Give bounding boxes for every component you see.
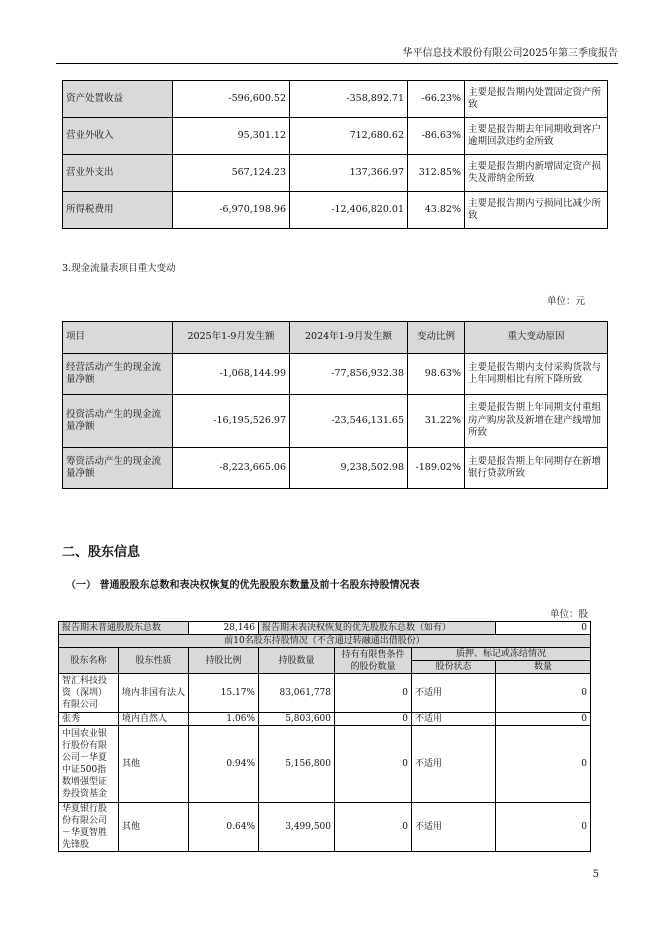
change-ratio: -66.23% xyxy=(408,81,465,118)
pledge-quantity: 0 xyxy=(496,713,591,726)
table-row xyxy=(63,354,608,395)
holding-ratio: 15.17% xyxy=(189,674,259,713)
current-value: 567,124.23 xyxy=(173,155,290,192)
page-number: 5 xyxy=(592,869,599,880)
holding-quantity: 83,061,778 xyxy=(259,674,335,713)
prior-value: 137,366.97 xyxy=(290,155,408,192)
change-reason: 主要是报告期上年同期存在新增银行贷款所致 xyxy=(465,448,608,489)
change-reason: 主要是报告期去年同期收到客户逾期回款违约金所致 xyxy=(465,118,608,155)
table-row xyxy=(63,155,608,192)
page-header: 华平信息技术股份有限公司2025年第三季度报告 xyxy=(402,48,618,59)
shareholder-name: 张秀 xyxy=(59,713,119,726)
current-value: -6,970,198.96 xyxy=(173,192,290,229)
shareholder-unit: 单位：股 xyxy=(550,609,589,620)
restricted-quantity: 0 xyxy=(335,726,412,803)
shareholder-type: 境内自然人 xyxy=(119,713,189,726)
change-reason: 主要是报告期内处置固定资产所致 xyxy=(465,81,608,118)
column-subheader: 股份状态 xyxy=(412,661,496,674)
table-row xyxy=(63,192,608,229)
pledge-quantity: 0 xyxy=(496,726,591,803)
prior-value: -77,856,932.38 xyxy=(290,354,408,395)
prior-value: -23,546,131.65 xyxy=(290,395,408,448)
pledge-status: 不适用 xyxy=(412,726,496,803)
subsection-heading: （一） 普通股股东总数和表决权恢复的优先股股东数量及前十名股东持股情况表 xyxy=(66,580,420,591)
change-reason: 主要是报告期内支付采购货款与上年同期相比有所下降所致 xyxy=(465,354,608,395)
table-row xyxy=(59,674,591,713)
shareholder-name: 中国农业银行股份有限公司－华夏中证500指数增强型证券投资基金 xyxy=(59,726,119,803)
row-label: 投资活动产生的现金流量净额 xyxy=(63,395,173,448)
income-changes-table xyxy=(62,80,608,229)
summary-value: 0 xyxy=(496,622,591,635)
pledge-status: 不适用 xyxy=(412,803,496,852)
summary-value: 28,146 xyxy=(189,622,259,635)
change-ratio: 43.82% xyxy=(408,192,465,229)
prior-value: -358,892.71 xyxy=(290,81,408,118)
pledge-status: 不适用 xyxy=(412,713,496,726)
column-header: 项目 xyxy=(63,322,173,354)
holding-ratio: 0.94% xyxy=(189,726,259,803)
restricted-quantity: 0 xyxy=(335,713,412,726)
column-header: 持有有限售条件的股份数量 xyxy=(335,648,412,674)
holding-ratio: 1.06% xyxy=(189,713,259,726)
pledge-quantity: 0 xyxy=(496,803,591,852)
prior-value: 9,238,502.98 xyxy=(290,448,408,489)
column-header: 2025年1-9月发生额 xyxy=(173,322,290,354)
current-value: -16,195,526.97 xyxy=(173,395,290,448)
shareholder-name: 华夏银行股份有限公司－华夏智胜先锋股 xyxy=(59,803,119,852)
prior-value: -12,406,820.01 xyxy=(290,192,408,229)
table-header-row xyxy=(59,648,591,661)
change-ratio: 98.63% xyxy=(408,354,465,395)
table-row xyxy=(63,81,608,118)
shareholder-type: 境内非国有法人 xyxy=(119,674,189,713)
row-label: 营业外支出 xyxy=(63,155,173,192)
table-row xyxy=(63,448,608,489)
table-row xyxy=(59,803,591,852)
holding-ratio: 0.64% xyxy=(189,803,259,852)
column-header: 股东名称 xyxy=(59,648,119,674)
column-subheader: 数量 xyxy=(496,661,591,674)
change-reason: 主要是报告期内亏损同比减少所致 xyxy=(465,192,608,229)
cashflow-section-title: 3.现金流量表项目重大变动 xyxy=(62,263,176,274)
table-row xyxy=(59,726,591,803)
column-header: 持股比例 xyxy=(189,648,259,674)
row-label: 营业外收入 xyxy=(63,118,173,155)
shareholder-name: 智汇科技投资（深圳）有限公司 xyxy=(59,674,119,713)
header-divider xyxy=(56,63,618,64)
cashflow-unit: 单位：元 xyxy=(547,296,586,307)
change-ratio: -86.63% xyxy=(408,118,465,155)
column-header: 重大变动原因 xyxy=(465,322,608,354)
holding-quantity: 5,156,800 xyxy=(259,726,335,803)
row-label: 筹资活动产生的现金流量净额 xyxy=(63,448,173,489)
table-row xyxy=(63,395,608,448)
column-header: 股东性质 xyxy=(119,648,189,674)
column-header: 质押、标记或冻结情况 xyxy=(412,648,591,661)
section-row xyxy=(59,635,591,648)
pledge-quantity: 0 xyxy=(496,674,591,713)
row-label: 资产处置收益 xyxy=(63,81,173,118)
current-value: -8,223,665.06 xyxy=(173,448,290,489)
row-label: 经营活动产生的现金流量净额 xyxy=(63,354,173,395)
prior-value: 712,680.62 xyxy=(290,118,408,155)
section-heading: 二、股东信息 xyxy=(62,545,141,560)
change-ratio: -189.02% xyxy=(408,448,465,489)
summary-label: 报告期末普通股股东总数 xyxy=(59,622,189,635)
current-value: -1,068,144.99 xyxy=(173,354,290,395)
change-reason: 主要是报告期内新增固定资产损失及滞纳金所致 xyxy=(465,155,608,192)
holding-quantity: 5,803,600 xyxy=(259,713,335,726)
table-header-row xyxy=(63,322,608,354)
column-header: 2024年1-9月发生额 xyxy=(290,322,408,354)
table-row xyxy=(59,713,591,726)
holding-quantity: 3,499,500 xyxy=(259,803,335,852)
current-value: 95,301.12 xyxy=(173,118,290,155)
restricted-quantity: 0 xyxy=(335,674,412,713)
current-value: -596,600.52 xyxy=(173,81,290,118)
top10-title: 前10名股东持股情况（不含通过转融通出借股份） xyxy=(59,635,591,648)
shareholder-type: 其他 xyxy=(119,803,189,852)
shareholder-type: 其他 xyxy=(119,726,189,803)
change-ratio: 312.85% xyxy=(408,155,465,192)
cashflow-changes-table xyxy=(62,321,608,489)
change-ratio: 31.22% xyxy=(408,395,465,448)
summary-row xyxy=(59,622,591,635)
column-header: 变动比例 xyxy=(408,322,465,354)
change-reason: 主要是报告期上年同期支付重组房产购房款及新增在建产线增加所致 xyxy=(465,395,608,448)
shareholders-table xyxy=(58,621,591,852)
restricted-quantity: 0 xyxy=(335,803,412,852)
summary-label: 报告期末表决权恢复的优先股股东总数（如有） xyxy=(259,622,496,635)
row-label: 所得税费用 xyxy=(63,192,173,229)
table-row xyxy=(63,118,608,155)
pledge-status: 不适用 xyxy=(412,674,496,713)
column-header: 持股数量 xyxy=(259,648,335,674)
